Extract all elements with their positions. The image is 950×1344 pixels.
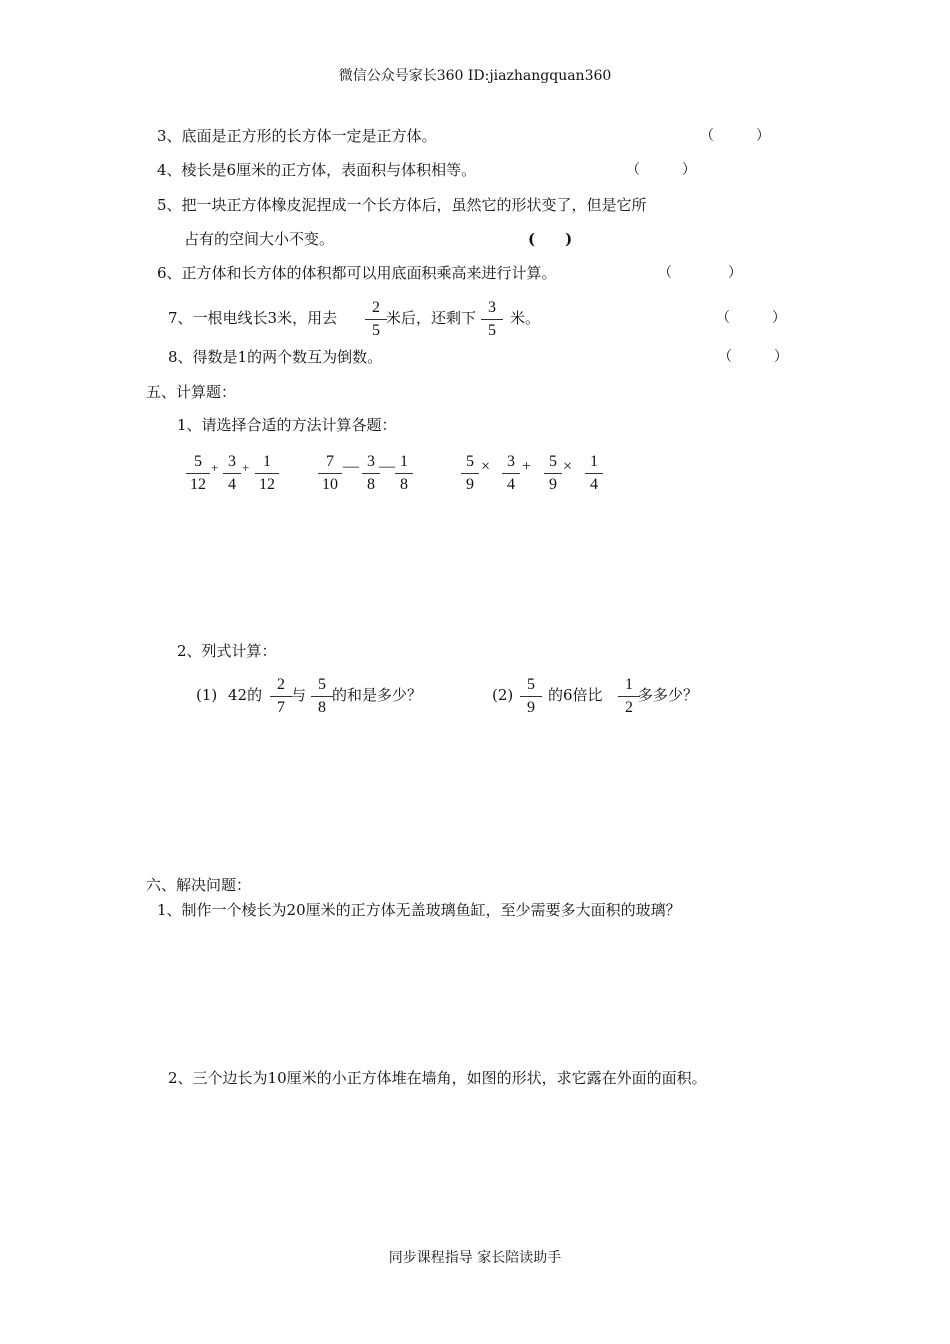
tf-item-5-paren[interactable]: ( ) [528,230,573,248]
expr1-fraction-c [255,453,279,494]
calc-q2-title: 2、列式计算： [177,642,277,660]
tf-item-8-paren[interactable]: （ ） [718,349,788,365]
expr2-fraction-b [362,453,380,494]
fraction-numerator: 2 [270,676,292,697]
calc-q2-p2-post: 多多少？ [638,686,699,704]
fraction-denominator: 5 [372,322,380,339]
calc-q2-p2-label: (2) [492,686,514,704]
fraction-denominator: 4 [507,476,515,493]
tf-item-5-line2: 占有的空间大小不变。 [184,230,335,248]
fraction-denominator: 8 [367,476,375,493]
calc-q2-p1-fraction-2 [311,676,333,717]
fraction-numerator: 1 [395,453,413,474]
fraction-denominator: 12 [259,476,275,493]
fraction-denominator: 8 [318,699,326,716]
tf-item-6-paren[interactable]: （ ） [658,265,742,281]
expr3-fraction-e [585,453,603,494]
fraction-denominator: 2 [625,699,633,716]
fraction-numerator: 5 [544,453,562,474]
tf-item-3-paren[interactable]: （ ） [700,128,770,144]
page-footer: 同步课程指导 家长陪读助手 [388,1250,562,1266]
expr1-fraction-b [223,453,241,494]
calc-q2-p2-mid: 的6倍比 [548,686,603,704]
fraction-denominator: 5 [488,322,496,339]
fraction-numerator: 2 [365,299,387,320]
expr3-fraction-c [544,453,562,494]
expr2-op1: — [343,458,359,475]
fraction-numerator: 5 [186,453,210,474]
expr2-fraction-a [318,453,342,494]
expr1-op1: + [211,460,219,475]
expr3-fraction-a [461,453,479,494]
fraction-numerator: 5 [311,676,333,697]
fraction-denominator: 7 [277,699,285,716]
fraction-numerator: 3 [502,453,520,474]
expr3-fraction-b [502,453,520,494]
expr3-op1: × [481,458,491,475]
fraction-denominator: 9 [466,476,474,493]
fraction-numerator: 1 [255,453,279,474]
tf-item-7-paren[interactable]: （ ） [716,310,786,326]
tf-item-7-post: 米。 [510,309,541,327]
tf-item-7-pre: 7、一根电线长3米，用去 [168,309,338,327]
tf-item-3: 3、底面是正方形的长方体一定是正方体。 [157,127,437,145]
calc-q2-p2-fraction-1 [520,676,542,717]
calc-q2-p1-post: 的和是多少？ [332,686,423,704]
fraction-numerator: 3 [481,299,503,320]
fraction-numerator: 3 [223,453,241,474]
fraction-numerator: 1 [585,453,603,474]
section-5-title: 五、计算题： [146,383,237,401]
tf-item-4: 4、棱长是6厘米的正方体，表面积与体积相等。 [157,161,477,179]
tf-item-8: 8、得数是1的两个数互为倒数。 [168,348,383,366]
fraction-denominator: 12 [190,476,206,493]
fraction-denominator: 4 [590,476,598,493]
fraction-numerator: 5 [520,676,542,697]
fraction-denominator: 9 [527,699,535,716]
calc-q2-p1-fraction-1 [270,676,292,717]
tf-item-7-fraction-2 [481,299,503,340]
tf-item-7-mid: 米后，还剩下 [386,309,477,327]
tf-item-6: 6、正方体和长方体的体积都可以用底面积乘高来进行计算。 [157,264,557,282]
fraction-denominator: 10 [322,476,338,493]
tf-item-5: 5、把一块正方体橡皮泥捏成一个长方体后，虽然它的形状变了，但是它所 [157,196,647,214]
calc-q2-p1-label: (1) [196,686,218,704]
expr3-op2: + [522,458,532,475]
expr2-fraction-c [395,453,413,494]
tf-item-7-fraction-1 [365,299,387,340]
fraction-numerator: 1 [618,676,640,697]
section-6-title: 六、解决问题： [146,876,252,894]
problem-q2: 2、三个边长为10厘米的小正方体堆在墙角，如图的形状，求它露在外面的面积。 [168,1069,707,1087]
page-header: 微信公众号家长360 ID:jiazhangquan360 [338,68,612,84]
calc-q1-title: 1、请选择合适的方法计算各题： [177,416,397,434]
calc-q2-p1-mid: 与 [291,686,307,704]
fraction-denominator: 4 [228,476,236,493]
expr1-op2: + [242,460,250,475]
fraction-denominator: 8 [400,476,408,493]
expr3-op3: × [563,458,573,475]
fraction-denominator: 9 [549,476,557,493]
calc-q2-p2-fraction-2 [618,676,640,717]
calc-q2-p1-pre: 42的 [228,686,263,704]
fraction-numerator: 3 [362,453,380,474]
fraction-numerator: 5 [461,453,479,474]
expr1-fraction-a [186,453,210,494]
problem-q1: 1、制作一个棱长为20厘米的正方体无盖玻璃鱼缸，至少需要多大面积的玻璃？ [157,901,681,919]
fraction-numerator: 7 [318,453,342,474]
expr2-op2: — [379,458,395,475]
tf-item-4-paren[interactable]: （ ） [626,162,696,178]
